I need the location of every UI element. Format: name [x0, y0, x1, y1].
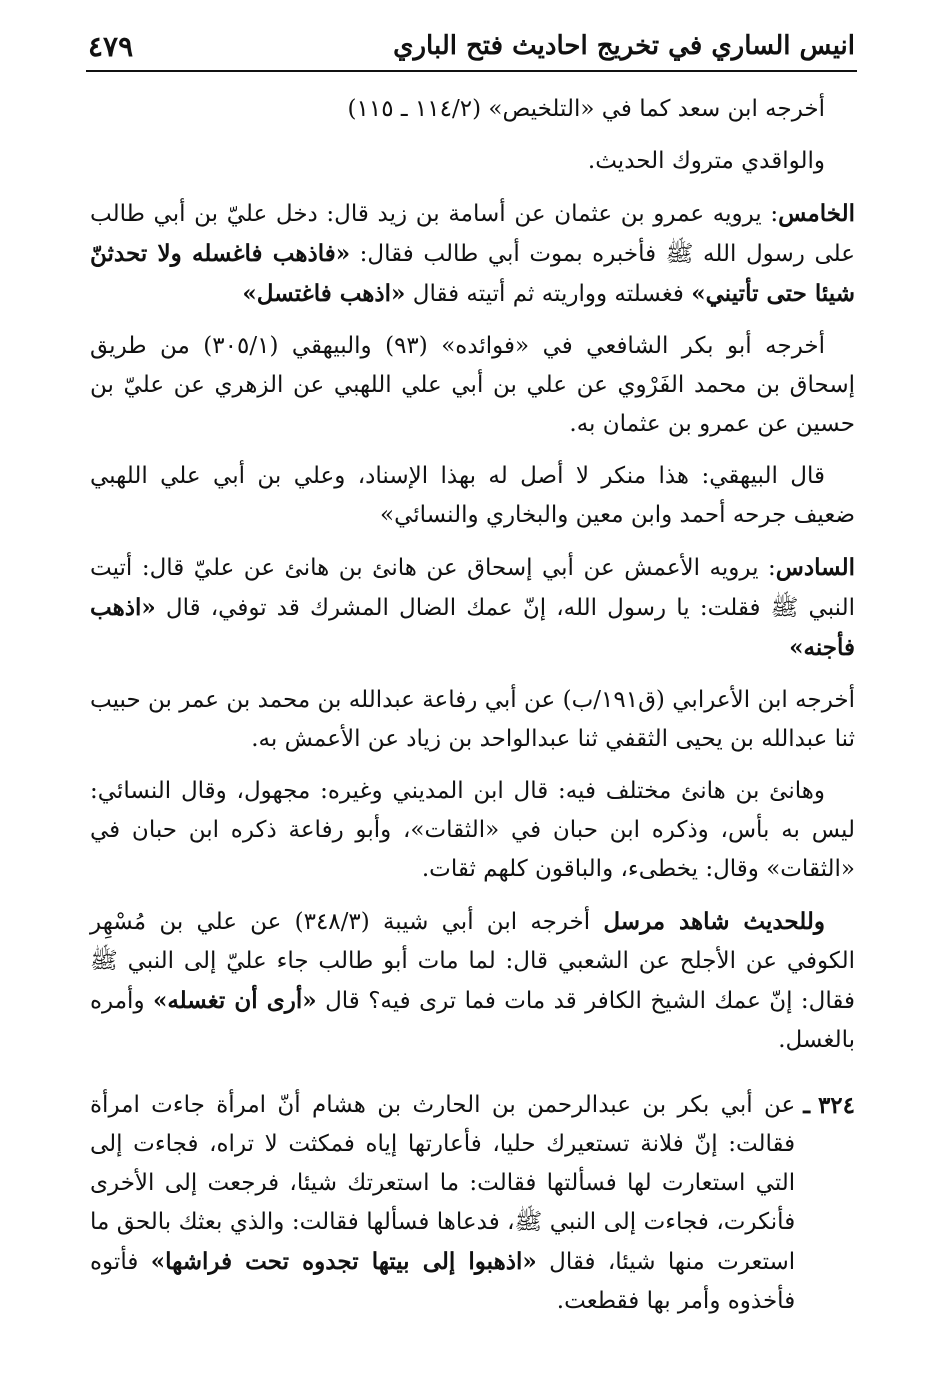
narration-text: فغسلته وواريته ثم أتيته فقال: [405, 281, 692, 307]
narration-text: عن أبي بكر بن عبدالرحمن بن الحارث بن هشام أنّ امرأة جاءت امرأة فقالت: إنّ فلانة تستعيرك حليا، فأعارتها إياه فمكثت لا تراه، فجاءت إلى التي استعارت لها فسألتها فقالت: ما استعرتك شيئا، فرجعت إلى الأخرى فأنكرت، فجاءت إلى النبي ﷺ، فدعاها فسألها فقالت: والذي بعثك بالحق ما استعرت منها شيئا، فقال: [90, 1092, 796, 1275]
paragraph-takhrij-ibn-arabi: أخرجه ابن الأعرابي (ق١٩١/ب) عن أبي رفاعة عبدالله بن محمد بن عمر بن حبيب ثنا عبدالله بن يحيى الثقفي ثنا عبدالواحد بن زياد عن الأعمش به.: [90, 687, 855, 752]
page-body: [90, 90, 855, 1321]
paragraph-source-ibn-saad: أخرجه ابن سعد كما في «التلخيص» (١١٤/٢ ـ ١١٥): [347, 96, 825, 122]
paragraph-mursal-witness: [90, 902, 855, 1060]
prophetic-quote: «فاذهب فاغسله ولا تحدثنّ شيئا حتى تأتيني»: [90, 240, 855, 307]
section-lead-fifth: الخامس: [778, 200, 855, 227]
header-rule: [86, 70, 857, 72]
narration-text: : يرويه عمرو بن عثمان عن أسامة بن زيد قال: دخل عليّ بن أبي طالب على رسول الله ﷺ فأخبره بموت أبي طالب فقال:: [90, 201, 855, 267]
prophetic-quote: «اذهب فاغتسل»: [242, 280, 406, 307]
running-title: انيس الساري في تخريج احاديث فتح الباري: [393, 31, 855, 61]
prophetic-quote: «اذهبوا إلى بيتها تجدوه تحت فراشها»: [150, 1248, 537, 1275]
paragraph-fifth-narration: [90, 194, 855, 314]
paragraph-waqidi-note: والواقدي متروك الحديث.: [587, 148, 825, 174]
prophetic-quote: «أرى أن تغسله»: [152, 987, 317, 1014]
hadith-number: ٣٢٤ ـ: [803, 1092, 855, 1119]
narration-text: أخرجه ابن أبي شيبة (٣٤٨/٣) عن علي بن مُسْهِر الكوفي عن الأجلح عن الشعبي قال: لما مات أبو طالب جاء عليّ إلى النبي ﷺ فقال: إنّ عمك الشيخ الكافر قد مات فما ترى فيه؟ قال: [90, 909, 856, 1014]
page-number: ٤٧٩: [88, 29, 134, 63]
paragraph-bayhaqi-comment: قال البيهقي: هذا منكر لا أصل له بهذا الإسناد، وعلي بن أبي علي اللهبي ضعيف جرحه أحمد وابن معين والبخاري والنسائي»: [90, 463, 855, 528]
hadith-entry-324: [90, 1086, 855, 1321]
section-lead-sixth: السادس: [775, 554, 855, 581]
paragraph-takhrij-shafii: أخرجه أبو بكر الشافعي في «فوائده» (٩٣) والبيهقي (٣٠٥/١) من طريق إسحاق بن محمد الفَرْوي عن علي بن أبي علي اللهبي عن الزهري عن عليّ بن حسين عن عمرو بن عثمان به.: [90, 333, 855, 437]
prophetic-quote: «اذهب فأجنه»: [90, 594, 855, 661]
narration-text: فأتوه فأخذوه وأمر بها فقطعت.: [90, 1249, 796, 1314]
narration-text: وأمره بالغسل.: [90, 988, 855, 1053]
paragraph-hani-assessment: وهانئ بن هانئ مختلف فيه: قال ابن المديني وغيره: مجهول، وقال النسائي: ليس به بأس، وذكره ابن حبان في «الثقات»، وأبو رفاعة ذكره ابن حبان في «الثقات» وقال: يخطىء، والباقون كلهم ثقات.: [90, 778, 855, 882]
narration-text: : يرويه الأعمش عن أبي إسحاق عن هانئ بن هانئ عن عليّ قال: أتيت النبي ﷺ فقلت: يا رسول الله، إنّ عمك الضال المشرك قد توفي، قال: [90, 555, 855, 621]
paragraph-sixth-narration: [90, 548, 855, 668]
section-lead-mursal: وللحديث شاهد مرسل: [603, 908, 825, 935]
page-header: [88, 26, 855, 66]
hadith-text: [90, 1086, 795, 1321]
